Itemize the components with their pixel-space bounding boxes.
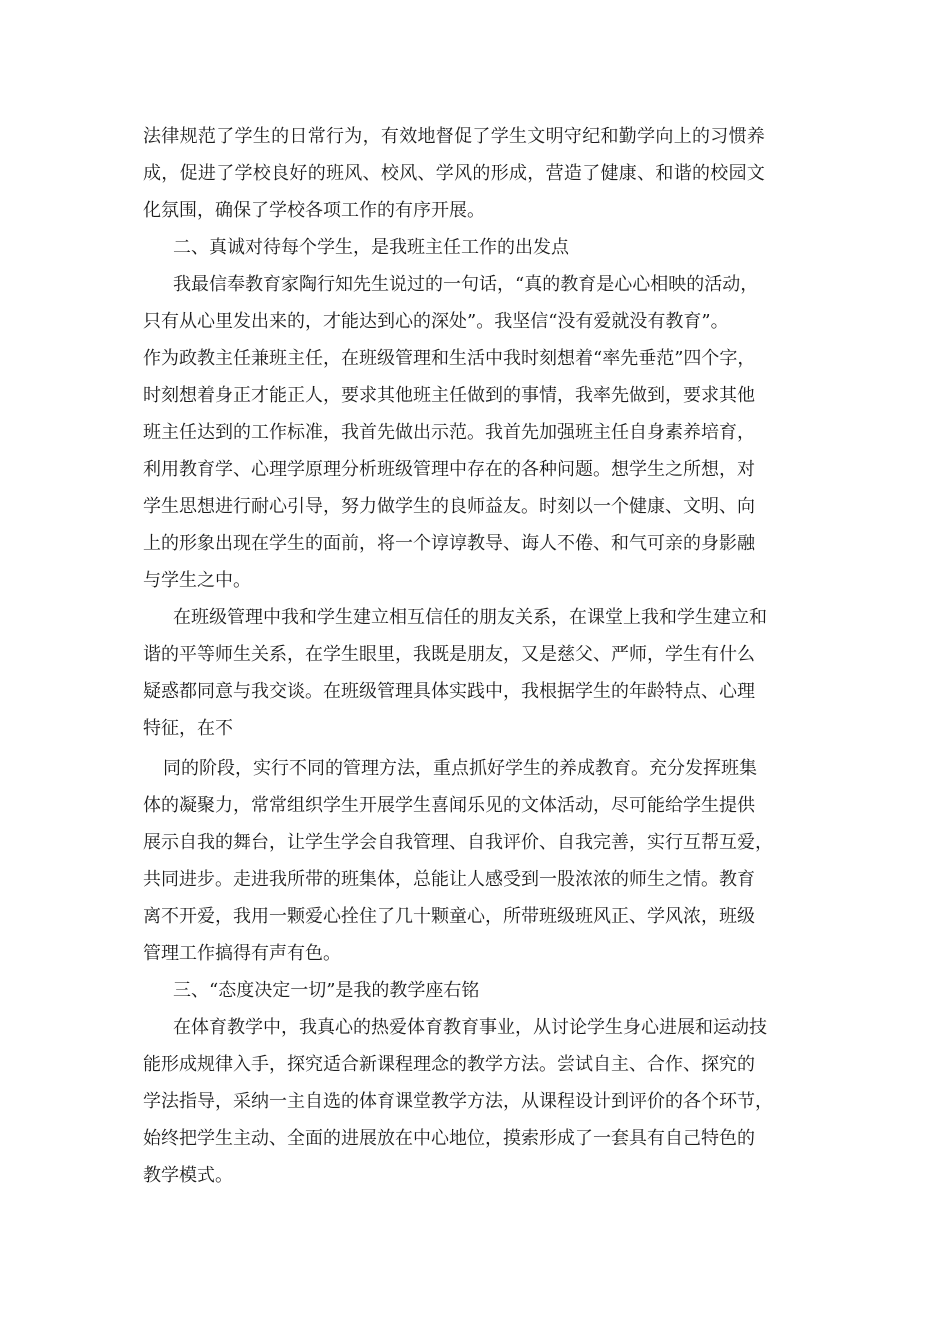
text-line: 利用教育学、心理学原理分析班级管理中存在的各种问题。想学生之所想，对	[143, 459, 755, 480]
section-heading: 三、“态度决定一切”是我的教学座右铭	[173, 980, 480, 1001]
text-line: 与学生之中。	[143, 570, 251, 591]
text-line: 体的凝聚力，常常组织学生开展学生喜闻乐见的文体活动，尽可能给学生提供	[143, 795, 755, 816]
text-line: 我最信奉教育家陶行知先生说过的一句话，“真的教育是心心相映的活动，	[173, 274, 759, 295]
text-line: 共同进步。走进我所带的班集体，总能让人感受到一股浓浓的师生之情。教育	[143, 869, 755, 890]
text-line: 教学模式。	[143, 1165, 233, 1186]
text-line: 作为政教主任兼班主任，在班级管理和生活中我时刻想着“率先垂范”四个字，	[143, 348, 756, 369]
text-line: 管理工作搞得有声有色。	[143, 943, 341, 964]
text-line: 学法指导，采纳一主自选的体育课堂教学方法，从课程设计到评价的各个环节，	[143, 1091, 773, 1112]
text-line: 在体育教学中，我真心的热爱体育教育事业，从讨论学生身心进展和运动技	[173, 1017, 767, 1038]
text-line: 在班级管理中我和学生建立相互信任的朋友关系，在课堂上我和学生建立和	[173, 607, 767, 628]
text-line: 只有从心里发出来的，才能达到心的深处”。我坚信“没有爱就没有教育”。	[143, 311, 729, 332]
text-line: 上的形象出现在学生的面前，将一个谆谆教导、诲人不倦、和气可亲的身影融	[143, 533, 755, 554]
text-line: 学生思想进行耐心引导，努力做学生的良师益友。时刻以一个健康、文明、向	[143, 496, 755, 517]
text-line: 时刻想着身正才能正人，要求其他班主任做到的事情，我率先做到，要求其他	[143, 385, 755, 406]
text-line: 班主任达到的工作标准，我首先做出示范。我首先加强班主任自身素养培育，	[143, 422, 755, 443]
text-line: 法律规范了学生的日常行为，有效地督促了学生文明守纪和勤学向上的习惯养	[143, 126, 766, 147]
text-line: 谐的平等师生关系，在学生眼里，我既是朋友，又是慈父、严师，学生有什么	[143, 644, 755, 665]
text-line: 化氛围，确保了学校各项工作的有序开展。	[143, 200, 485, 221]
section-heading: 二、真诚对待每个学生，是我班主任工作的出发点	[173, 237, 569, 258]
text-line: 疑惑都同意与我交谈。在班级管理具体实践中，我根据学生的年龄特点、心理	[143, 681, 755, 702]
text-line: 同的阶段，实行不同的管理方法，重点抓好学生的养成教育。充分发挥班集	[163, 758, 757, 779]
text-line: 展示自我的舞台，让学生学会自我管理、自我评价、自我完善，实行互帮互爱，	[143, 832, 773, 853]
text-line: 成，促进了学校良好的班风、校风、学风的形成，营造了健康、和谐的校园文	[143, 163, 766, 184]
text-line: 能形成规律入手，探究适合新课程理念的教学方法。尝试自主、合作、探究的	[143, 1054, 755, 1075]
text-line: 特征，在不	[143, 718, 233, 739]
text-line: 离不开爱，我用一颗爱心拴住了几十颗童心，所带班级班风正、学风浓，班级	[143, 906, 755, 927]
text-line: 始终把学生主动、全面的进展放在中心地位，摸索形成了一套具有自己特色的	[143, 1128, 755, 1149]
